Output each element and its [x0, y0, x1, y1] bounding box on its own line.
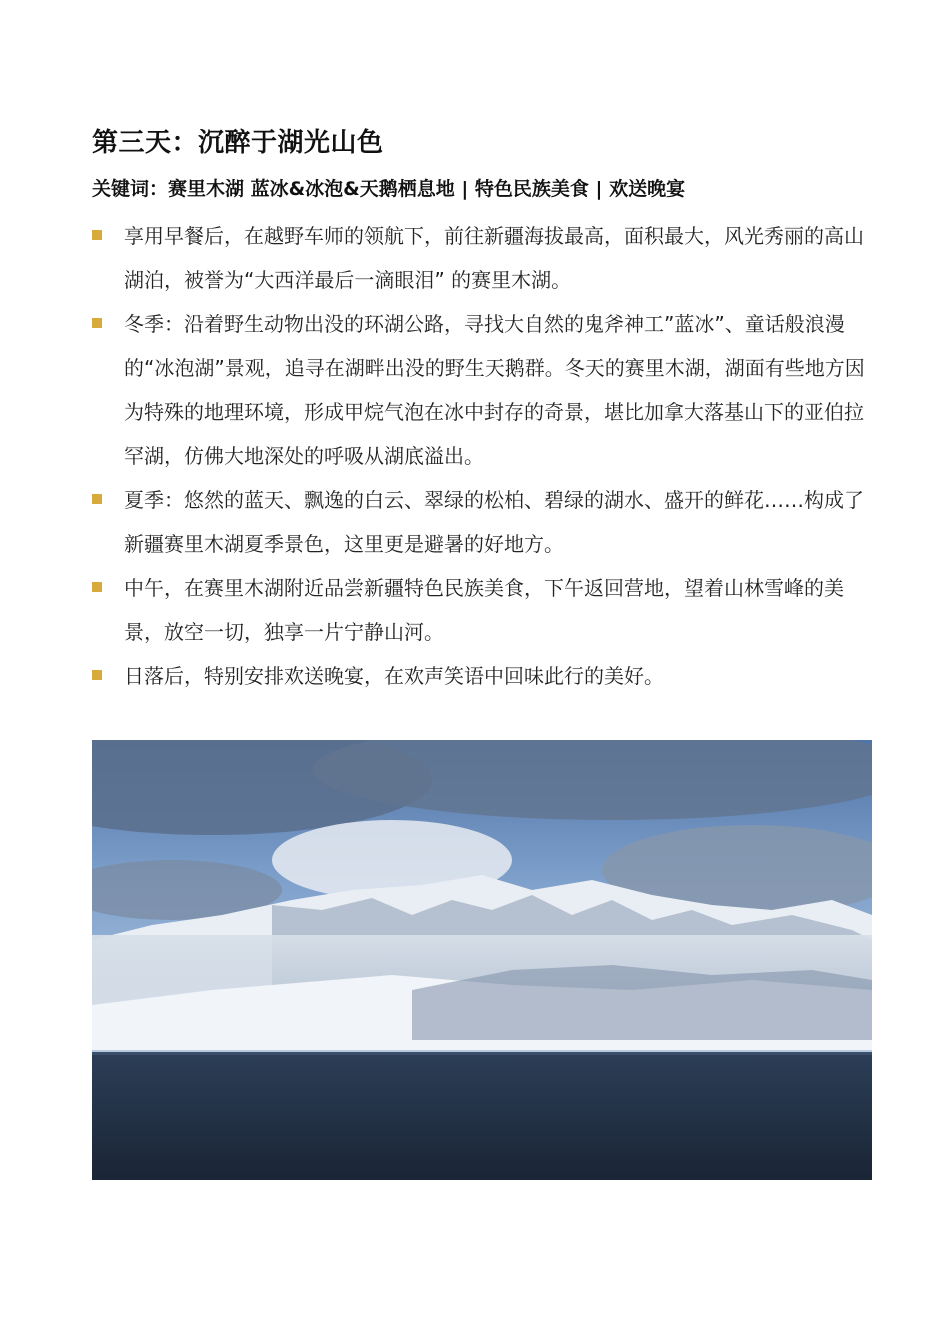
list-item-text: 夏季：悠然的蓝天、飘逸的白云、翠绿的松柏、碧绿的湖水、盛开的鲜花……构成了新疆赛里木湖夏季景色，这里更是避暑的好地方。 — [124, 488, 864, 556]
list-item — [92, 302, 872, 478]
list-item — [92, 566, 872, 654]
list-item — [92, 654, 872, 698]
list-item-text: 冬季：沿着野生动物出没的环湖公路，寻找大自然的鬼斧神工”蓝冰”、童话般浪漫的“冰泡湖”景观，追寻在湖畔出没的野生天鹅群。冬天的赛里木湖，湖面有些地方因为特殊的地理环境，形成甲烷气泡在冰中封存的奇景，堪比加拿大落基山下的亚伯拉罕湖，仿佛大地深处的呼吸从湖底溢出。 — [124, 312, 865, 468]
square-bullet-icon — [92, 318, 102, 328]
itinerary-list — [92, 214, 872, 698]
square-bullet-icon — [92, 494, 102, 504]
keywords-line: 关键词：赛里木湖 蓝冰&冰泡&天鹅栖息地 | 特色民族美食 | 欢送晚宴 — [92, 178, 686, 200]
list-item-text: 中午，在赛里木湖附近品尝新疆特色民族美食，下午返回营地，望着山林雪峰的美景，放空一切，独享一片宁静山河。 — [124, 576, 844, 644]
list-item — [92, 214, 872, 302]
list-item-text: 享用早餐后，在越野车师的领航下，前往新疆海拔最高，面积最大，风光秀丽的高山湖泊，被誉为“大西洋最后一滴眼泪” 的赛里木湖。 — [124, 224, 864, 292]
square-bullet-icon — [92, 670, 102, 680]
list-item — [92, 478, 872, 566]
square-bullet-icon — [92, 582, 102, 592]
square-bullet-icon — [92, 230, 102, 240]
list-item-text: 日落后，特别安排欢送晚宴，在欢声笑语中回味此行的美好。 — [124, 664, 664, 688]
page-title: 第三天：沉醉于湖光山色 — [92, 128, 384, 158]
lake-mountain-photo — [92, 740, 872, 1180]
